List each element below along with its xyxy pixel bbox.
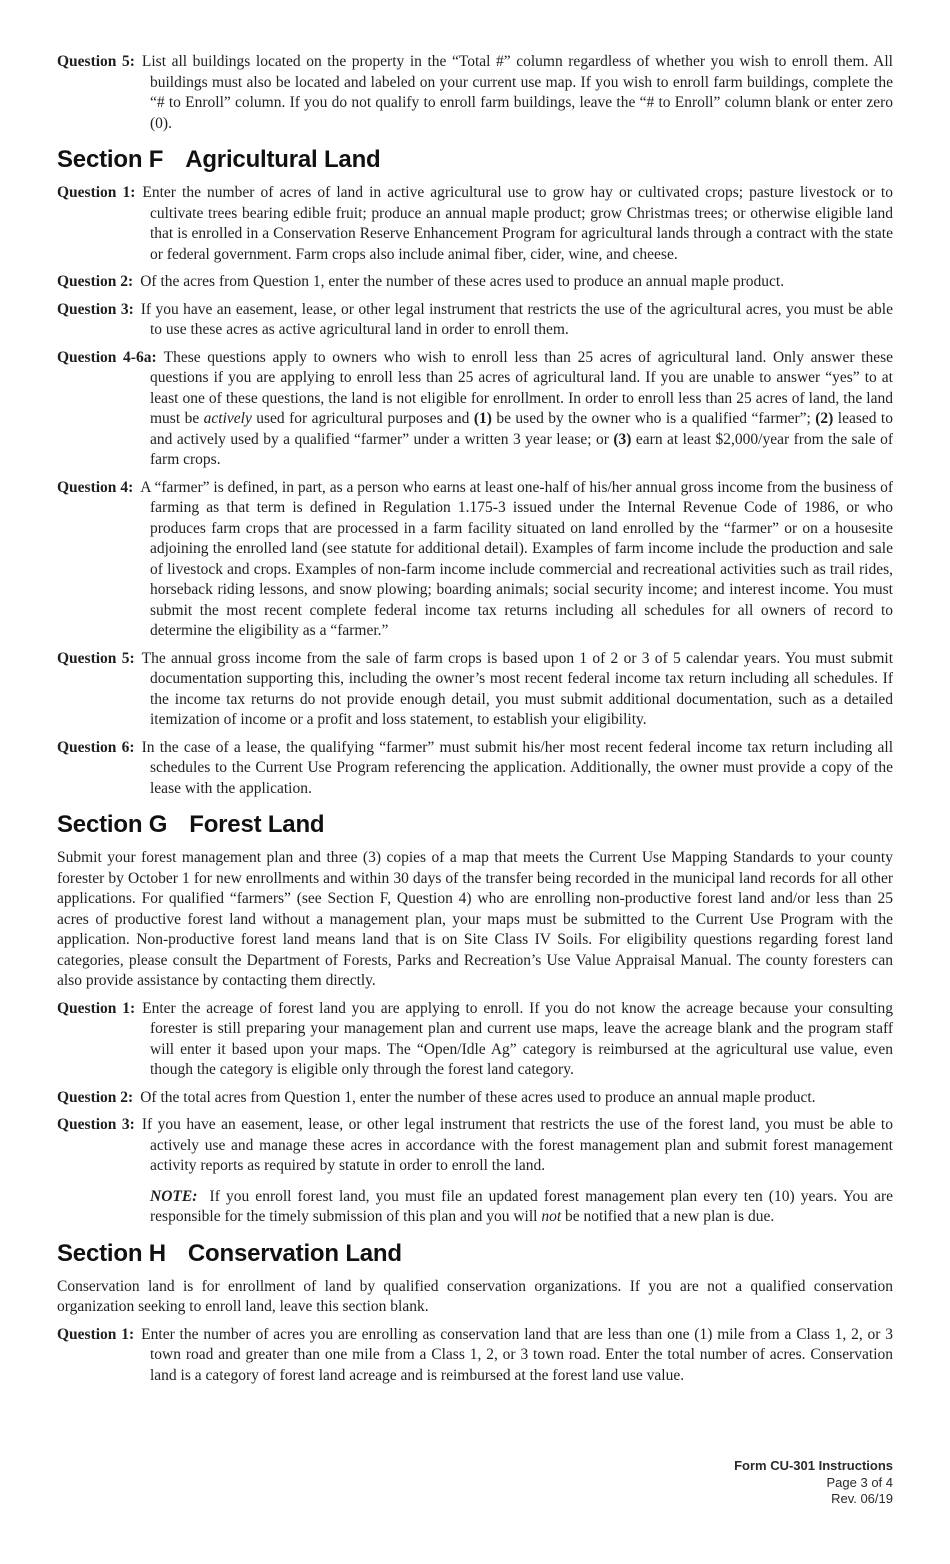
question-text: A “farmer” is defined, in part, as a person who earns at least one-half of his/her annual gross income from the business of farming as that term is defined in Regulation 1.175-3 issued under the Internal Revenue Code of 1986, or who produces farm crops that are processed in a farm facility situated on land enrolled by the “farmer” or on a housesite adjoining the enrolled land (see statute for additional detail). Examples of farm income include the production and sale of livestock and crops. Examples of non-farm income include commercial and recreational activities such as trail rides, horseback riding lessons, and snow plowing; boarding animals; social security income; and interest income. You must submit the most recent complete federal income tax returns including all schedules for all owners of record to determine the eligibility as a “farmer.” xyxy=(140,478,893,639)
question-block-f5 xyxy=(57,649,893,731)
question-block-h1 xyxy=(57,1325,893,1387)
section-g-heading xyxy=(57,811,893,839)
question-text: Of the total acres from Question 1, enter the number of these acres used to produce an annual maple product. xyxy=(140,1088,816,1106)
footer-form-title: Form CU-301 Instructions xyxy=(734,1458,893,1473)
question-block-f4-6a xyxy=(57,348,893,471)
question-label: Question 6: xyxy=(57,738,135,756)
question-block-e5 xyxy=(57,52,893,134)
section-g-intro: Submit your forest management plan and three (3) copies of a map that meets the Current Use Mapping Standards to your county forester by October 1 for new enrollments and within 30 days of the transfer being recorded in the municipal land records for all other applications. For qualified “farmers” (see Section F, Question 4) who are enrolling non-productive forest land and/or less than 25 acres of productive forest land without a management plan, your maps must be submitted to the Current Use Program with the application. Non-productive forest land means land that is on Site Class IV Soils. For eligibility questions regarding forest land categories, please consult the Department of Forests, Parks and Recreation’s Use Value Appraisal Manual. The county foresters can also provide assistance by contacting them directly. xyxy=(57,849,893,989)
section-f-title: Agricultural Land xyxy=(185,146,381,173)
question-text: List all buildings located on the property in the “Total #” column regardless of whether you wish to enroll them. All buildings must also be located and labeled on your current use map. If you wish to enroll farm buildings, complete the “# to Enroll” column. If you do not qualify to enroll farm buildings, leave the “# to Enroll” column blank or enter zero (0). xyxy=(141,53,893,132)
section-h-title: Conservation Land xyxy=(187,1239,402,1267)
question-block-g2 xyxy=(57,1088,893,1109)
question-label: Question 2: xyxy=(57,273,134,290)
page-footer xyxy=(734,1458,893,1508)
section-h-number: Section H xyxy=(57,1239,166,1267)
question-text: Enter the number of acres you are enrolling as conservation land that are less than one (1) mile from a Class 1, 2, or 3 town road and greater than one mile from a Class 1, 2, or 3 town road. Enter the total number of acres. Conservation land is a category of forest land acreage and is reimbursed at the forest land use value. xyxy=(141,1325,893,1384)
question-label: Question 1: xyxy=(57,1325,135,1343)
question-block-g3 xyxy=(57,1115,893,1177)
section-h-intro: Conservation land is for enrollment of land by qualified conservation organizations. If you are not a qualified conservation organization seeking to enroll land, leave this section blank. xyxy=(57,1277,893,1315)
question-text: Of the acres from Question 1, enter the number of these acres used to produce an annual maple product. xyxy=(140,273,785,290)
question-label: Question 5: xyxy=(57,649,135,667)
question-label: Question 4-6a: xyxy=(57,348,157,366)
question-text: Enter the number of acres of land in active agricultural use to grow hay or cultivated crops; pasture livestock or to cultivate trees bearing edible fruit; produce an annual maple product; grow Christmas trees; or otherwise eligible land that is enrolled in a Conservation Reserve Enhancement Program for agricultural lands through a contract with the state or federal government. Farm crops also include animal fiber, cider, wine, and cheese. xyxy=(142,184,893,263)
note-paragraph: NOTE: If you enroll forest land, you must file an updated forest management plan every ten (10) years. You are responsible for the timely submission of this plan and you will not be notified that a new plan is due. xyxy=(150,1187,893,1225)
question-text: These questions apply to owners who wish to enroll less than 25 acres of agricultural land. Only answer these questions if you are applying to enroll less than 25 acres of agricultural land. If you are unable to answer “yes” to at least one of these questions, the land is not eligible for enrollment. In order to enroll less than 25 acres of land, the land must be actively used for agricultural purposes and (1) be used by the owner who is a qualified “farmer”; (2) leased to and actively used by a qualified “farmer” under a written 3 year lease; or (3) earn at least $2,000/year from the sale of farm crops. xyxy=(150,348,894,468)
question-label: Question 1: xyxy=(57,999,136,1017)
footer-page-number: Page 3 of 4 xyxy=(826,1474,893,1490)
question-label: Question 4: xyxy=(57,478,134,496)
question-label: Question 3: xyxy=(57,1116,135,1133)
section-f-number: Section F xyxy=(57,146,164,173)
section-f-heading xyxy=(57,146,893,174)
section-h-heading xyxy=(57,1240,893,1268)
question-block-f4 xyxy=(57,478,893,642)
question-text: If you have an easement, lease, or other legal instrument that restricts the use of the forest land, you must be able to actively use and manage these acres in accordance with the forest management plan and submit forest management activity reports as required by statute in order to enroll the land. xyxy=(141,1116,893,1174)
section-g-number: Section G xyxy=(57,811,168,838)
footer-revision: Rev. 06/19 xyxy=(831,1491,893,1506)
document-page xyxy=(57,45,893,1386)
question-block-f1 xyxy=(57,183,893,265)
question-text: Enter the acreage of forest land you are applying to enroll. If you do not know the acreage because your consulting forester is still preparing your management plan and current use maps, leave the acreage blank and the program staff will enter it based upon your maps. The “Open/Idle Ag” category is reimbursed at the agricultural use value, even though the category is eligible only through the forest land category. xyxy=(142,999,893,1078)
section-g-title: Forest Land xyxy=(189,811,325,838)
question-text: If you have an easement, lease, or other legal instrument that restricts the use of the agricultural acres, you must be able to use these acres as active agricultural land in order to enroll them. xyxy=(140,300,893,338)
question-block-f6 xyxy=(57,738,893,800)
question-label: Question 2: xyxy=(57,1088,134,1106)
question-text: The annual gross income from the sale of farm crops is based upon 1 of 2 or 3 of 5 calendar years. You must submit documentation supporting this, including the owner’s most recent federal income tax return including all schedules. If the income tax returns do not provide enough detail, you must submit additional documentation, such as a detailed itemization of income or a profit and loss statement, to establish your eligibility. xyxy=(141,649,893,728)
question-label: Question 1: xyxy=(57,184,136,201)
question-label: Question 5: xyxy=(57,53,135,70)
question-block-g1 xyxy=(57,999,893,1081)
question-block-f3 xyxy=(57,300,893,341)
question-label: Question 3: xyxy=(57,300,134,318)
question-block-f2 xyxy=(57,272,893,293)
question-text: In the case of a lease, the qualifying “farmer” must submit his/her most recent federal income tax return including all schedules to the Current Use Program referencing the application. Additionally, the owner must provide a copy of the lease with the application. xyxy=(141,738,894,797)
